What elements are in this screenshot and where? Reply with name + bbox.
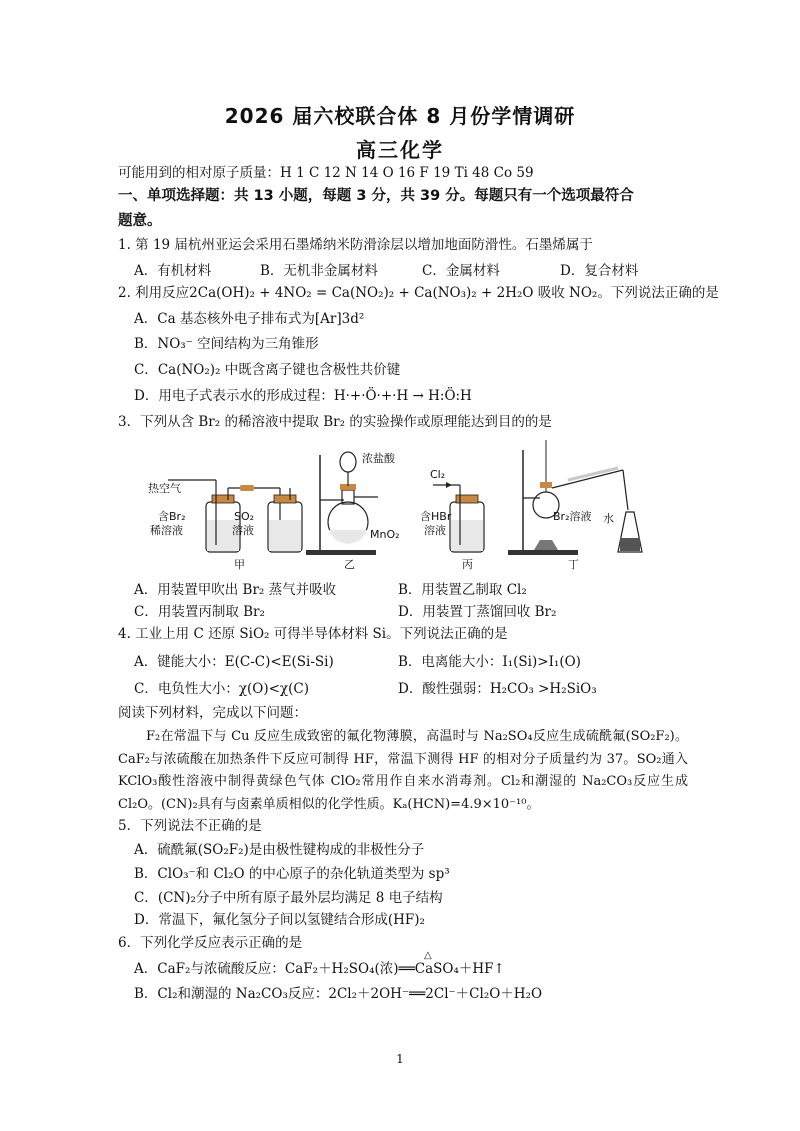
q6-heat-symbol: △	[424, 950, 432, 961]
exam-subject: 高三化学	[356, 138, 444, 162]
label-hot-air: 热空气	[148, 482, 181, 495]
q5-option-b: B．ClO₃⁻和 Cl₂O 的中心原子的杂化轨道类型为 sp³	[134, 866, 450, 882]
label-br2-dilute-1: 含Br₂	[158, 510, 186, 523]
q6-option-b: B．Cl₂和潮湿的 Na₂CO₃反应：2Cl₂＋2OH⁻══2Cl⁻＋Cl₂O＋H₂O	[134, 986, 543, 1002]
q3-option-c: C．用装置丙制取 Br₂	[134, 604, 265, 620]
label-mno2: MnO₂	[370, 528, 400, 541]
label-br2-solution: Br₂溶液	[553, 510, 592, 523]
q4-option-b: B．电离能大小：I₁(Si)>I₁(O)	[398, 654, 581, 670]
q3-stem: 3．下列从含 Br₂ 的稀溶液中提取 Br₂ 的实验操作或原理能达到目的的是	[118, 414, 552, 430]
label-so2-1: SO₂	[234, 510, 255, 523]
q5-option-a: A．硫酰氟(SO₂F₂)是由极性键构成的非极性分子	[134, 842, 425, 858]
label-yi: 乙	[344, 558, 355, 571]
q3-option-d: D．用装置丁蒸馏回收 Br₂	[398, 604, 557, 620]
q3-option-b: B．用装置乙制取 Cl₂	[398, 582, 527, 598]
q4-stem: 4. 工业上用 C 还原 SiO₂ 可得半导体材料 Si。下列说法正确的是	[118, 626, 508, 642]
q5-option-d: D．常温下，氟化氢分子间以氢键结合形成(HF)₂	[134, 912, 425, 928]
label-br2-dilute-2: 稀溶液	[150, 524, 183, 537]
label-water: 水	[603, 512, 614, 525]
label-so2-2: 溶液	[232, 524, 254, 537]
atomic-masses: 可能用到的相对原子质量：H 1 C 12 N 14 O 16 F 19 Ti 48 Co 59	[118, 165, 534, 181]
page-number: 1	[396, 1052, 404, 1066]
q5-stem: 5．下列说法不正确的是	[118, 818, 262, 834]
q1-option-b: B．无机非金属材料	[260, 263, 378, 279]
label-jia: 甲	[234, 558, 245, 571]
label-bing: 丙	[462, 558, 473, 571]
reading-material	[118, 726, 688, 816]
section-heading-line2: 题意。	[118, 213, 162, 229]
q1-stem: 1. 第 19 届杭州亚运会采用石墨烯纳米防滑涂层以增加地面防滑性。石墨烯属于	[118, 237, 593, 253]
apparatus-ding	[508, 440, 642, 571]
label-cl2: Cl₂	[430, 468, 446, 481]
apparatus-figure	[148, 440, 688, 575]
exam-title: 2026 届六校联合体 8 月份学情调研	[224, 104, 576, 128]
q6-stem: 6．下列化学反应表示正确的是	[118, 935, 303, 951]
q3-option-a: A．用装置甲吹出 Br₂ 蒸气并吸收	[134, 582, 337, 598]
q5-option-c: C．(CN)₂分子中所有原子最外层均满足 8 电子结构	[134, 890, 443, 906]
reading-intro: 阅读下列材料，完成以下问题：	[118, 705, 307, 721]
section-heading-line1: 一、单项选择题：共 13 小题，每题 3 分，共 39 分。每题只有一个选项最符合	[118, 188, 634, 204]
q2-option-d: D．用电子式表示水的形成过程：H·+·Ö·+·H → H:Ö:H	[134, 388, 472, 404]
apparatus-yi	[306, 451, 400, 571]
label-conc-hcl: 浓盐酸	[362, 452, 395, 465]
label-hbr-2: 溶液	[424, 524, 446, 537]
q2-option-a: A．Ca 基态核外电子排布式为[Ar]3d²	[134, 311, 365, 327]
q1-option-c: C．金属材料	[422, 263, 500, 279]
q2-option-c: C．Ca(NO₂)₂ 中既含离子键也含极性共价键	[134, 362, 401, 378]
q1-option-d: D．复合材料	[560, 263, 639, 279]
apparatus-jia	[148, 480, 302, 571]
q4-option-d: D．酸性强弱：H₂CO₃ >H₂SiO₃	[398, 681, 597, 697]
q4-option-c: C．电负性大小：χ(O)<χ(C)	[134, 681, 309, 697]
q2-stem: 2. 利用反应2Ca(OH)₂ + 4NO₂ = Ca(NO₂)₂ + Ca(NO₃)₂ + 2H₂O 吸收 NO₂。下列说法正确的是	[118, 285, 719, 301]
q2-option-b: B．NO₃⁻ 空间结构为三角锥形	[134, 336, 319, 352]
q6-option-a: A．CaF₂与浓硫酸反应：CaF₂＋H₂SO₄(浓)══CaSO₄＋HF↑	[134, 961, 505, 977]
reading-text: F₂在常温下与 Cu 反应生成致密的氟化物薄膜，高温时与 Na₂SO₄反应生成硫酰氟(SO₂F₂)。CaF₂与浓硫酸在加热条件下反应可制得 HF，常温下测得 HF 的相对分子质量约为 37。SO₂通入 KClO₃酸性溶液中制得黄绿色气体 ClO₂常用作自来水消毒剂。Cl₂和潮湿的 Na₂CO₃反应生成 Cl₂O。(CN)₂具有与卤素单质相似的化学性质。Kₐ(HCN)=4.9×10⁻¹⁰。	[118, 729, 688, 812]
q4-option-a: A．键能大小：E(C-C)<E(Si-Si)	[134, 654, 334, 670]
apparatus-bing	[420, 468, 484, 571]
q1-option-a: A．有机材料	[134, 263, 212, 279]
label-ding: 丁	[568, 558, 579, 571]
label-hbr-1: 含HBr	[420, 510, 452, 523]
